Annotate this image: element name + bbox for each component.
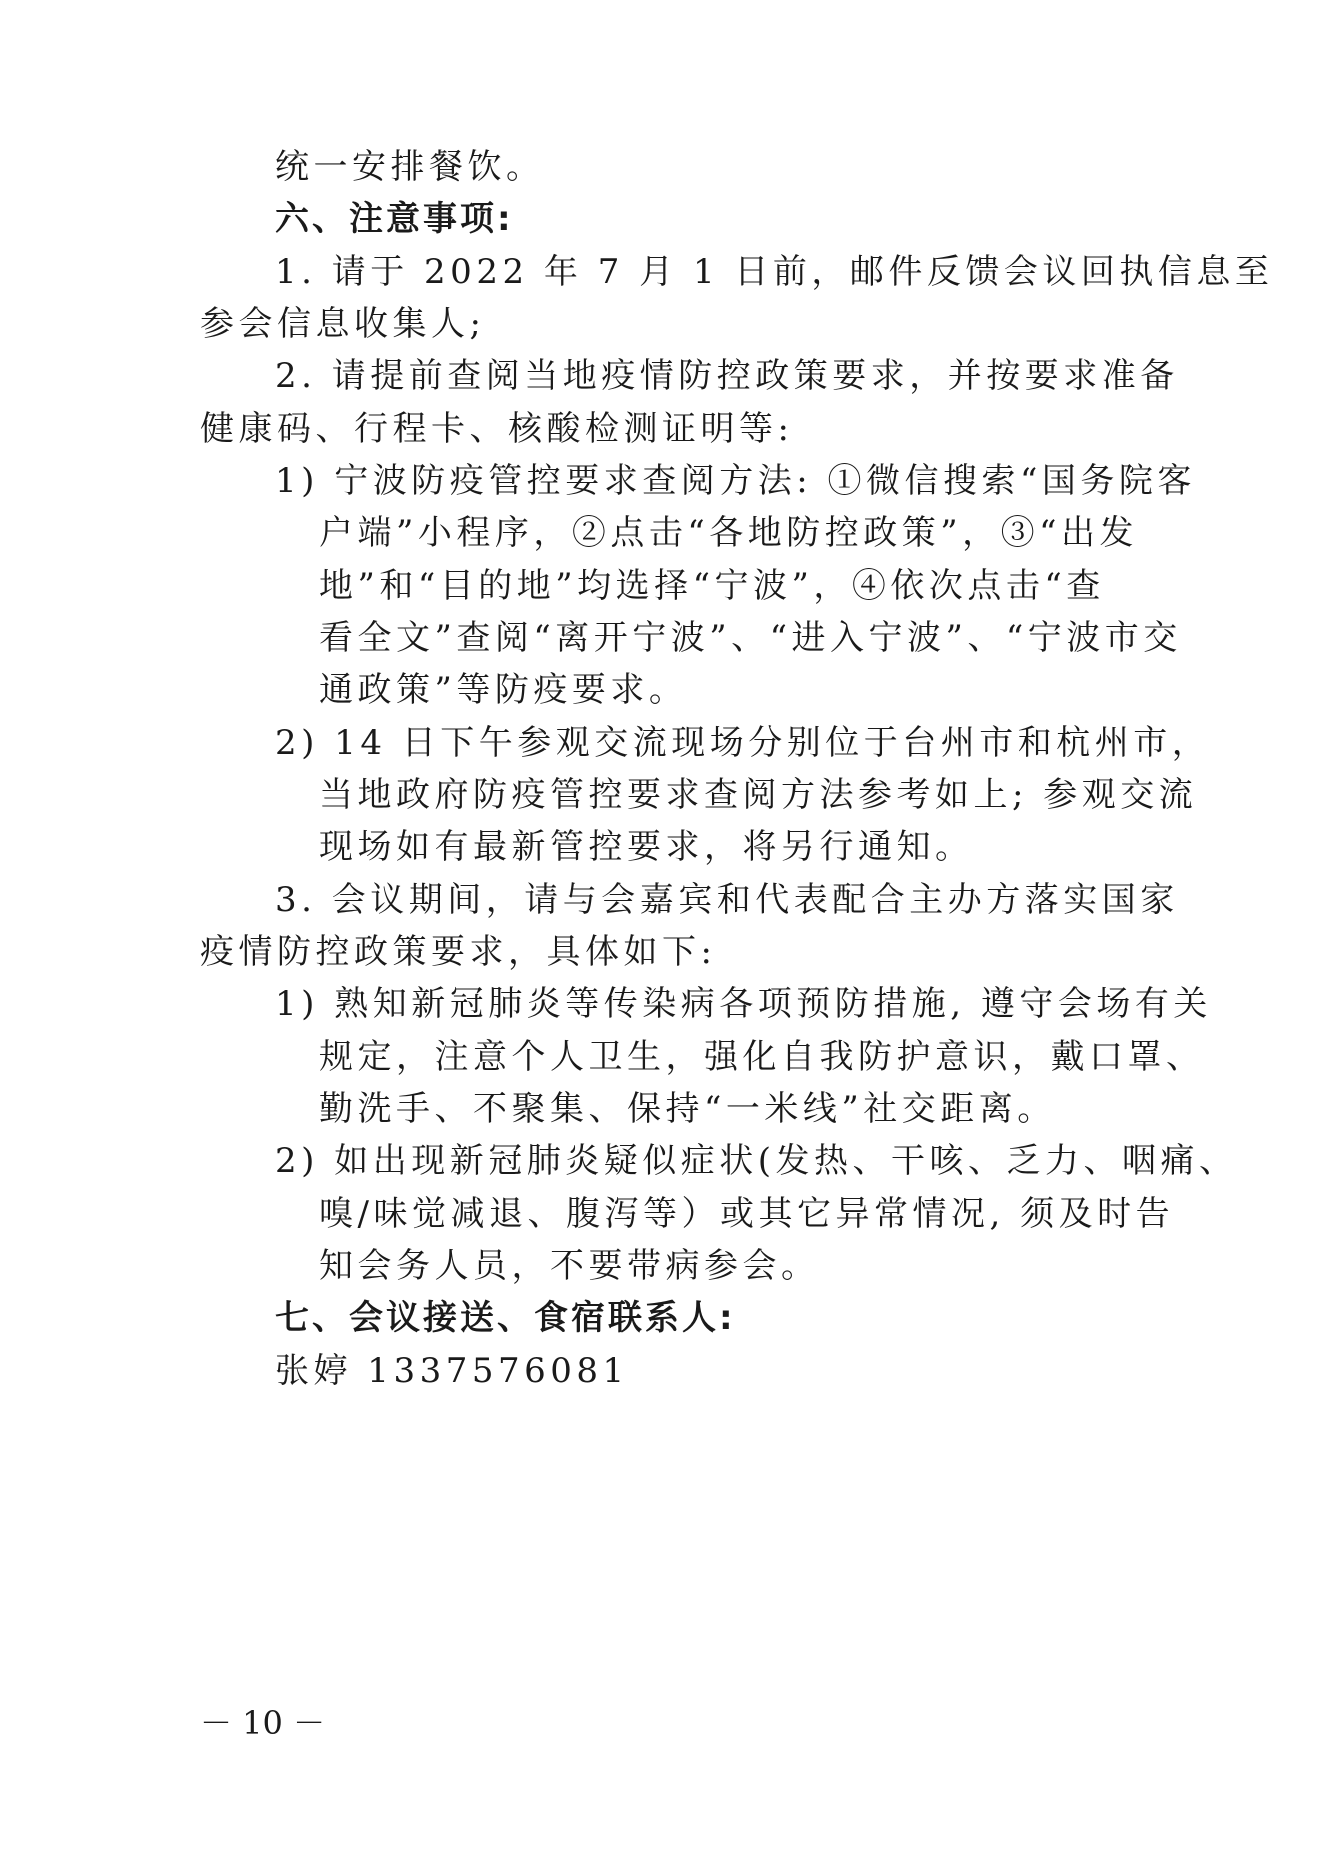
list-item-text: 勤洗手、不聚集、保持“一米线”社交距离。 [319, 1089, 1056, 1129]
list-item-text: 嗅/味觉减退、腹泻等）或其它异常情况, 须及时告 [319, 1194, 1175, 1234]
list-item-text: 现场如有最新管控要求，将另行通知。 [319, 827, 974, 867]
list-item-text: 1) 熟知新冠肺炎等传染病各项预防措施, 遵守会场有关 [275, 984, 1212, 1024]
paragraph-text: 3. 会议期间，请与会嘉宾和代表配合主办方落实国家 [275, 880, 1179, 920]
paragraph-text: 1. 请于 2022 年 7 月 1 日前，邮件反馈会议回执信息至 [275, 252, 1274, 292]
paragraph-text: 疫情防控政策要求，具体如下: [200, 932, 717, 972]
list-item-text: 1) 宁波防疫管控要求查阅方法: ①微信搜索“国务院客 [275, 461, 1196, 501]
contact-text: 张婷 1337576081 [275, 1351, 629, 1391]
paragraph-text: 健康码、行程卡、核酸检测证明等: [200, 409, 794, 449]
section-heading-six: 六、注意事项: [275, 199, 514, 239]
list-item-text: 通政策”等防疫要求。 [319, 670, 688, 710]
section-heading-seven: 七、会议接送、食宿联系人: [275, 1298, 736, 1338]
list-item-text: 看全文”查阅“离开宁波”、“进入宁波”、“宁波市交 [319, 618, 1182, 658]
page-number: － 10 － [200, 1704, 326, 1742]
paragraph-text: 统一安排餐饮。 [275, 147, 545, 187]
list-item-text: 2) 如出现新冠肺炎疑似症状(发热、干咳、乏力、咽痛、 [275, 1141, 1238, 1181]
list-item-text: 规定，注意个人卫生，强化自我防护意识，戴口罩、 [319, 1037, 1205, 1077]
list-item-text: 当地政府防疫管控要求查阅方法参考如上; 参观交流 [319, 775, 1198, 815]
list-item-text: 户端”小程序，②点击“各地防控政策”，③“出发 [319, 513, 1139, 553]
list-item-text: 知会务人员，不要带病参会。 [319, 1246, 820, 1286]
list-item-text: 2) 14 日下午参观交流现场分别位于台州市和杭州市， [275, 723, 1211, 763]
paragraph-text: 参会信息收集人; [200, 304, 486, 344]
paragraph-text: 2. 请提前查阅当地疫情防控政策要求，并按要求准备 [275, 356, 1179, 396]
list-item-text: 地”和“目的地”均选择“宁波”，④依次点击“查 [319, 566, 1105, 606]
